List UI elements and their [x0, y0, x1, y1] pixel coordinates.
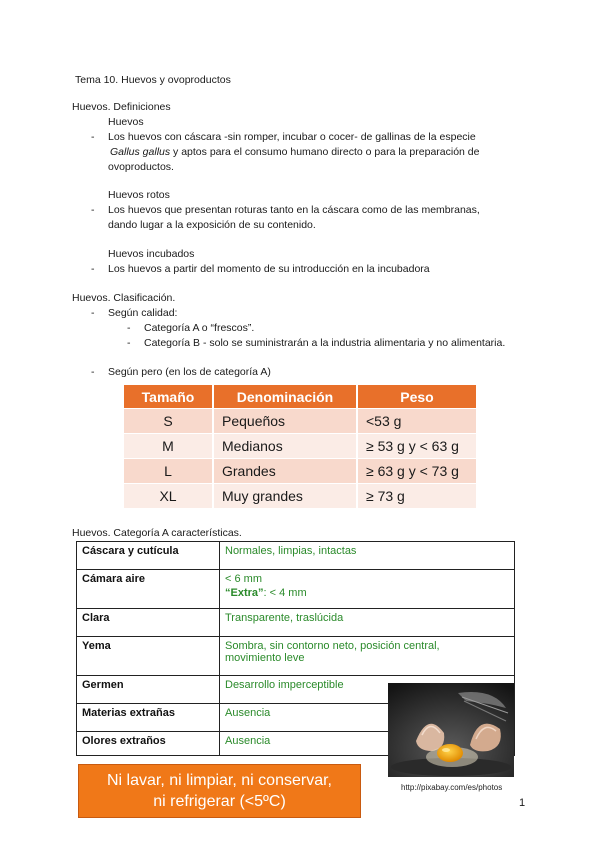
classification-heading: Huevos. Clasificación.	[72, 292, 176, 304]
row-value: Ausencia	[220, 732, 515, 756]
broken-definition-line-1: Los huevos que presentan roturas tanto en la cáscara como de las membranas,	[108, 204, 480, 216]
table-cell: Muy grandes	[213, 484, 357, 509]
bullet-dash: -	[91, 263, 95, 275]
table-row	[124, 409, 477, 434]
table-cell: M	[124, 434, 213, 459]
eggs-definition-line-1: Los huevos con cáscara -sin romper, incubar o cocer- de gallinas de la especie	[108, 131, 476, 143]
table-row	[77, 609, 515, 637]
bullet-dash: -	[127, 337, 131, 349]
warning-line-1: Ni lavar, ni limpiar, ni conservar,	[107, 772, 332, 789]
bullet-dash: -	[127, 322, 131, 334]
table-cell: <53 g	[357, 409, 477, 434]
egg-size-table	[124, 385, 478, 508]
photo-credit: http://pixabay.com/es/photos	[401, 783, 503, 792]
broken-egg-photo	[388, 683, 514, 777]
row-value: Ausencia	[220, 704, 515, 732]
broken-term: Huevos rotos	[108, 189, 170, 201]
row-value: Transparente, traslúcida	[220, 609, 515, 637]
category-a: Categoría A o “frescos”.	[144, 322, 255, 334]
eggs-definition-line-3: ovoproductos.	[108, 161, 174, 173]
table-row	[124, 484, 477, 509]
row-label: Clara	[77, 609, 220, 637]
category-b: Categoría B - solo se suministrarán a la industria alimentaria y no alimentaria.	[144, 337, 506, 349]
row-value: Sombra, sin contorno neto, posición central, movimiento leve	[220, 637, 515, 676]
row-label: Cámara aire	[77, 570, 220, 609]
weight-label: Según pero (en los de categoría A)	[108, 366, 271, 378]
table-cell: Pequeños	[213, 409, 357, 434]
table-cell: ≥ 63 g y < 73 g	[357, 459, 477, 484]
eggs-term: Huevos	[108, 116, 144, 128]
table-row	[77, 637, 515, 676]
table-header-row	[124, 385, 477, 409]
warning-line-2: ni refrigerar (<5ºC)	[153, 793, 286, 810]
table-cell: S	[124, 409, 213, 434]
row-label: Germen	[77, 676, 220, 704]
page-number: 1	[519, 797, 526, 809]
broken-definition-line-2: dando lugar a la exposición de su contenido.	[108, 219, 316, 231]
eggs-definition-line-2: Gallus gallus y aptos para el consumo humano directo o para la preparación de	[110, 146, 480, 158]
table-row	[77, 542, 515, 570]
table-row	[124, 434, 477, 459]
bullet-dash: -	[91, 204, 95, 216]
quality-label: Según calidad:	[108, 307, 178, 319]
table-cell: ≥ 53 g y < 63 g	[357, 434, 477, 459]
table-cell: Grandes	[213, 459, 357, 484]
table-cell: Medianos	[213, 434, 357, 459]
table-cell: XL	[124, 484, 213, 509]
column-header: Denominación	[213, 385, 357, 409]
incubated-term: Huevos incubados	[108, 248, 195, 260]
column-header: Tamaño	[124, 385, 213, 409]
table-row	[77, 570, 515, 609]
column-header: Peso	[357, 385, 477, 409]
bullet-dash: -	[91, 366, 95, 378]
page-title: Tema 10. Huevos y ovoproductos	[75, 74, 231, 86]
warning-box	[78, 764, 361, 818]
row-value: Desarrollo imperceptible	[220, 676, 515, 704]
row-label: Materias extrañas	[77, 704, 220, 732]
row-value: < 6 mm “Extra”: < 4 mm	[220, 570, 515, 609]
table-row	[124, 459, 477, 484]
extra-label: “Extra”	[225, 587, 264, 599]
row-label: Cáscara y cutícula	[77, 542, 220, 570]
row-value: Normales, limpias, intactas	[220, 542, 515, 570]
definitions-heading: Huevos. Definiciones	[72, 101, 171, 113]
table-cell: ≥ 73 g	[357, 484, 477, 509]
characteristics-heading: Huevos. Categoría A características.	[72, 527, 242, 539]
bullet-dash: -	[91, 307, 95, 319]
row-label: Yema	[77, 637, 220, 676]
bullet-dash: -	[91, 131, 95, 143]
species-name: Gallus gallus	[110, 146, 171, 158]
table-cell: L	[124, 459, 213, 484]
row-label: Olores extraños	[77, 732, 220, 756]
incubated-definition: Los huevos a partir del momento de su introducción en la incubadora	[108, 263, 430, 275]
